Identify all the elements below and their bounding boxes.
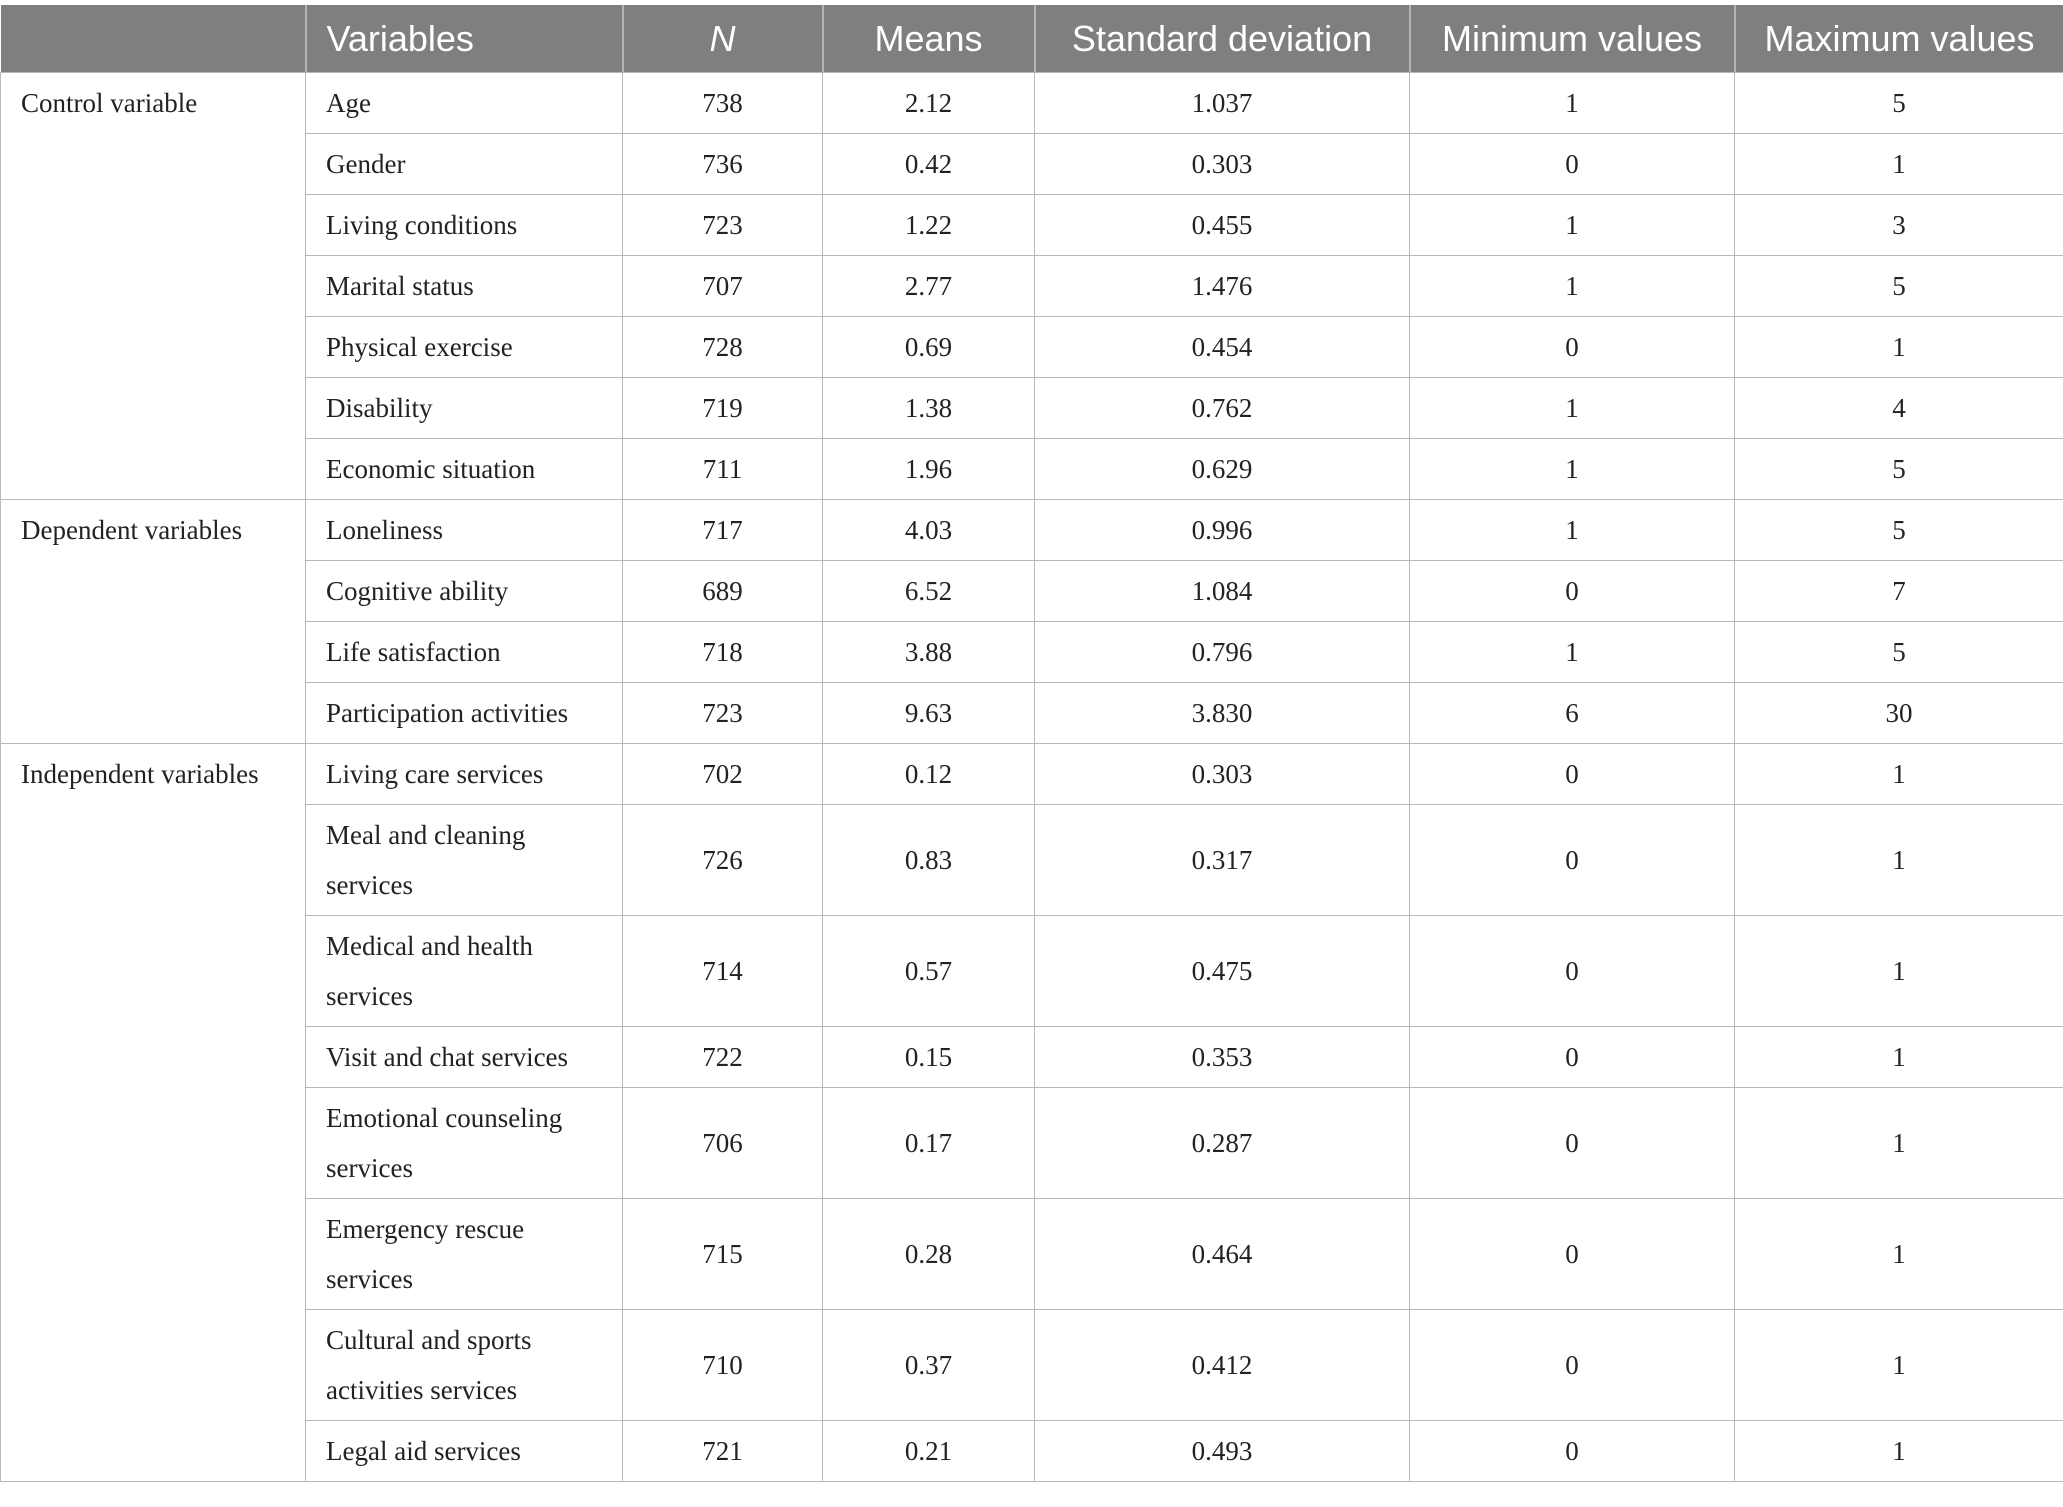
mean-value: 9.63 — [823, 683, 1035, 744]
variable-name: Medical and health services — [306, 916, 623, 1027]
variable-name: Meal and cleaning services — [306, 805, 623, 916]
mean-value: 3.88 — [823, 622, 1035, 683]
n-value: 707 — [623, 256, 823, 317]
min-value: 1 — [1410, 378, 1735, 439]
variable-name: Participation activities — [306, 683, 623, 744]
variable-name: Physical exercise — [306, 317, 623, 378]
sd-value: 1.037 — [1035, 73, 1410, 134]
header-minimum-values: Minimum values — [1410, 5, 1735, 73]
sd-value: 0.493 — [1035, 1421, 1410, 1482]
sd-value: 0.412 — [1035, 1310, 1410, 1421]
max-value: 1 — [1735, 805, 2063, 916]
sd-value: 1.476 — [1035, 256, 1410, 317]
table-row — [1, 1421, 2063, 1482]
max-value: 1 — [1735, 916, 2063, 1027]
variable-name: Age — [306, 73, 623, 134]
n-value: 726 — [623, 805, 823, 916]
n-value: 689 — [623, 561, 823, 622]
sd-value: 0.317 — [1035, 805, 1410, 916]
max-value: 1 — [1735, 317, 2063, 378]
variable-name: Gender — [306, 134, 623, 195]
variable-name: Legal aid services — [306, 1421, 623, 1482]
sd-value: 0.996 — [1035, 500, 1410, 561]
table-row — [1, 744, 2063, 805]
mean-value: 0.57 — [823, 916, 1035, 1027]
n-value: 723 — [623, 195, 823, 256]
table-row — [1, 1199, 2063, 1310]
max-value: 4 — [1735, 378, 2063, 439]
table-row — [1, 500, 2063, 561]
mean-value: 0.17 — [823, 1088, 1035, 1199]
mean-value: 0.69 — [823, 317, 1035, 378]
variable-name: Life satisfaction — [306, 622, 623, 683]
max-value: 5 — [1735, 622, 2063, 683]
n-value: 710 — [623, 1310, 823, 1421]
max-value: 1 — [1735, 1421, 2063, 1482]
mean-value: 1.96 — [823, 439, 1035, 500]
table-row — [1, 805, 2063, 916]
header-group — [1, 5, 306, 73]
table-row — [1, 1027, 2063, 1088]
min-value: 6 — [1410, 683, 1735, 744]
mean-value: 0.83 — [823, 805, 1035, 916]
min-value: 0 — [1410, 317, 1735, 378]
min-value: 0 — [1410, 916, 1735, 1027]
group-dependent-variables: Dependent variables — [1, 500, 306, 744]
sd-value: 0.455 — [1035, 195, 1410, 256]
n-value: 714 — [623, 916, 823, 1027]
min-value: 0 — [1410, 1088, 1735, 1199]
variable-name: Disability — [306, 378, 623, 439]
table-row — [1, 622, 2063, 683]
max-value: 1 — [1735, 1088, 2063, 1199]
group-independent-variables: Independent variables — [1, 744, 306, 1482]
n-value: 719 — [623, 378, 823, 439]
table-row — [1, 73, 2063, 134]
sd-value: 0.287 — [1035, 1088, 1410, 1199]
table-row — [1, 134, 2063, 195]
sd-value: 0.475 — [1035, 916, 1410, 1027]
n-value: 738 — [623, 73, 823, 134]
mean-value: 1.38 — [823, 378, 1035, 439]
min-value: 1 — [1410, 439, 1735, 500]
table-row — [1, 916, 2063, 1027]
table-row — [1, 439, 2063, 500]
mean-value: 2.77 — [823, 256, 1035, 317]
min-value: 0 — [1410, 1027, 1735, 1088]
n-value: 722 — [623, 1027, 823, 1088]
n-value: 721 — [623, 1421, 823, 1482]
mean-value: 6.52 — [823, 561, 1035, 622]
table-row — [1, 378, 2063, 439]
max-value: 1 — [1735, 134, 2063, 195]
max-value: 7 — [1735, 561, 2063, 622]
variable-name: Marital status — [306, 256, 623, 317]
min-value: 0 — [1410, 134, 1735, 195]
mean-value: 0.37 — [823, 1310, 1035, 1421]
mean-value: 4.03 — [823, 500, 1035, 561]
max-value: 30 — [1735, 683, 2063, 744]
max-value: 1 — [1735, 744, 2063, 805]
table-row — [1, 1088, 2063, 1199]
header-variables: Variables — [306, 5, 623, 73]
sd-value: 0.353 — [1035, 1027, 1410, 1088]
header-n: N — [623, 5, 823, 73]
variable-name: Loneliness — [306, 500, 623, 561]
mean-value: 2.12 — [823, 73, 1035, 134]
max-value: 1 — [1735, 1027, 2063, 1088]
mean-value: 0.21 — [823, 1421, 1035, 1482]
table-row — [1, 195, 2063, 256]
variable-name: Emergency rescue services — [306, 1199, 623, 1310]
mean-value: 0.15 — [823, 1027, 1035, 1088]
sd-value: 0.303 — [1035, 134, 1410, 195]
n-value: 706 — [623, 1088, 823, 1199]
sd-value: 0.629 — [1035, 439, 1410, 500]
variable-name: Economic situation — [306, 439, 623, 500]
n-value: 717 — [623, 500, 823, 561]
mean-value: 0.12 — [823, 744, 1035, 805]
max-value: 5 — [1735, 439, 2063, 500]
descriptive-statistics-table — [0, 5, 2063, 1482]
header-maximum-values: Maximum values — [1735, 5, 2063, 73]
sd-value: 0.454 — [1035, 317, 1410, 378]
n-value: 728 — [623, 317, 823, 378]
variable-name: Visit and chat services — [306, 1027, 623, 1088]
n-value: 718 — [623, 622, 823, 683]
table-row — [1, 683, 2063, 744]
n-value: 702 — [623, 744, 823, 805]
max-value: 5 — [1735, 500, 2063, 561]
max-value: 1 — [1735, 1199, 2063, 1310]
mean-value: 0.28 — [823, 1199, 1035, 1310]
min-value: 1 — [1410, 500, 1735, 561]
n-value: 715 — [623, 1199, 823, 1310]
min-value: 0 — [1410, 805, 1735, 916]
min-value: 0 — [1410, 561, 1735, 622]
max-value: 5 — [1735, 73, 2063, 134]
min-value: 1 — [1410, 195, 1735, 256]
mean-value: 1.22 — [823, 195, 1035, 256]
sd-value: 3.830 — [1035, 683, 1410, 744]
max-value: 5 — [1735, 256, 2063, 317]
header-row — [1, 5, 2063, 73]
n-value: 711 — [623, 439, 823, 500]
table-row — [1, 561, 2063, 622]
sd-value: 1.084 — [1035, 561, 1410, 622]
table-row — [1, 317, 2063, 378]
group-control-variable: Control variable — [1, 73, 306, 500]
sd-value: 0.464 — [1035, 1199, 1410, 1310]
variable-name: Living conditions — [306, 195, 623, 256]
min-value: 0 — [1410, 1421, 1735, 1482]
sd-value: 0.796 — [1035, 622, 1410, 683]
n-value: 723 — [623, 683, 823, 744]
min-value: 1 — [1410, 73, 1735, 134]
mean-value: 0.42 — [823, 134, 1035, 195]
min-value: 0 — [1410, 1199, 1735, 1310]
table-row — [1, 1310, 2063, 1421]
sd-value: 0.762 — [1035, 378, 1410, 439]
sd-value: 0.303 — [1035, 744, 1410, 805]
variable-name: Cultural and sports activities services — [306, 1310, 623, 1421]
max-value: 3 — [1735, 195, 2063, 256]
table-row — [1, 256, 2063, 317]
n-value: 736 — [623, 134, 823, 195]
header-standard-deviation: Standard deviation — [1035, 5, 1410, 73]
min-value: 1 — [1410, 256, 1735, 317]
min-value: 0 — [1410, 744, 1735, 805]
max-value: 1 — [1735, 1310, 2063, 1421]
variable-name: Living care services — [306, 744, 623, 805]
variable-name: Emotional counseling services — [306, 1088, 623, 1199]
min-value: 0 — [1410, 1310, 1735, 1421]
min-value: 1 — [1410, 622, 1735, 683]
variable-name: Cognitive ability — [306, 561, 623, 622]
header-means: Means — [823, 5, 1035, 73]
